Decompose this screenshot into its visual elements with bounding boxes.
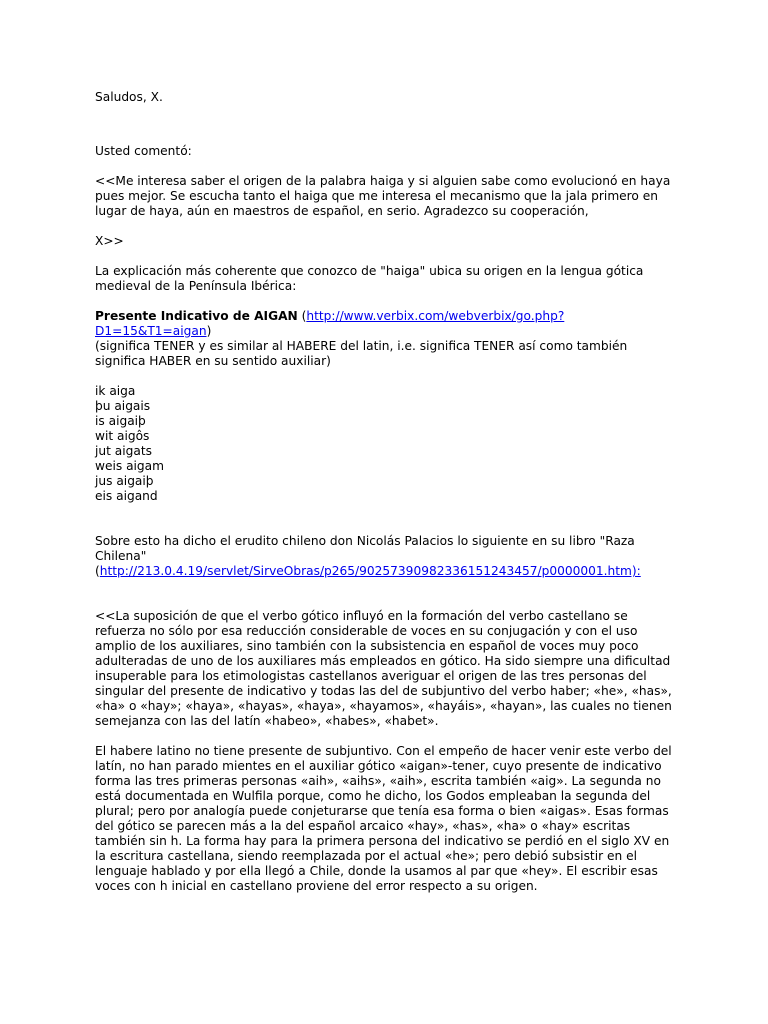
quote-close: X>> — [95, 234, 124, 248]
conjugation-row: is aigaiþ — [95, 414, 146, 428]
quote-paragraph-2: El habere latino no tiene presente de subjuntivo. Con el empeño de hacer venir este verbo del latín, no han parado mientes en el auxiliar gótico «aigan»-tener, cuyo presente de indicativo forma las tres primeras personas «aih», «aihs», «aih», escrita también «aig». La segunda no está documentada en Wulfila porque, como he dicho, los Godos empleaban la segunda del plural; pero por analogía puede conjeturarse que tenía esa forma o bien «aigas». Esas formas del gótico se parecen más a la del español arcaico «hay», «has», «ha» o «hay» escritas también sin h. La forma hay para la primera persona del indicativo se perdió en el siglo XV en la escritura castellana, siendo reemplazada por el actual «he»; pero debió subsistir en el lenguaje hablado y por ella llegó a Chile, donde la usamos al par que «hey». El escribir esas voces con h inicial en castellano proviene del error respecto a su origen. — [95, 744, 672, 893]
conjugation-row: wit aigôs — [95, 429, 150, 443]
conjugation-row: þu aigais — [95, 399, 151, 413]
palacios-intro — [95, 534, 675, 579]
conjugation-title: Presente Indicativo de AIGAN — [95, 309, 298, 323]
conjugation-row: ik aiga — [95, 384, 136, 398]
conjugation-heading — [95, 309, 675, 339]
close-paren: ) — [206, 324, 212, 338]
conjugation-row: jus aigaiþ — [95, 474, 154, 488]
conjugation-row: jut aigats — [95, 444, 152, 458]
conjugation-row: eis aigand — [95, 489, 158, 503]
commented-label: Usted comentó: — [95, 144, 192, 158]
quote-paragraph-1: <<La suposición de que el verbo gótico influyó en la formación del verbo castellano se refuerza no sólo por esa reducción considerable de voces en su conjugación y con el uso amplio de los auxiliares, sino también con la subsistencia en español de voces muy poco adulteradas de uno de los auxiliares más empleados en gótico. Ha sido siempre una dificultad insuperable para los etimologistas castellanos averiguar el origen de las tres personas del singular del presente de indicativo y todas las del de subjuntivo del verbo haber; «he», «has», «ha» o «hay»; «haya», «hayas», «haya», «hayamos», «hayáis», «hayan», las cuales no tienen semejanza con las del latín «habeo», «habes», «habet». — [95, 609, 672, 728]
meaning-paragraph: (significa TENER y es similar al HABERE del latin, i.e. significa TENER así como también significa HABER en su sentido auxiliar) — [95, 339, 628, 368]
quoted-question: <<Me interesa saber el origen de la palabra haiga y si alguien sabe como evolucionó en haya pues mejor. Se escucha tanto el haiga que me interesa el mecanismo que la jala primero en lugar de haya, aún en maestros de español, en serio. Agradezco su cooperación, — [95, 174, 671, 218]
explanation-paragraph: La explicación más coherente que conozco de "haiga" ubica su origen en la lengua gótica medieval de la Península Ibérica: — [95, 264, 644, 293]
palacios-link[interactable]: http://213.0.4.19/servlet/SirveObras/p265/90257390982336151243457/p0000001.htm): — [99, 564, 641, 578]
open-paren: ( — [297, 309, 307, 323]
palacios-intro-text: Sobre esto ha dicho el erudito chileno don Nicolás Palacios lo siguiente en su libro "Raza Chilena" ( — [95, 534, 635, 578]
document-body — [95, 90, 675, 894]
greeting: Saludos, X. — [95, 90, 163, 104]
verbix-link[interactable]: http://www.verbix.com/webverbix/go.php?D1=15&T1=aigan — [95, 309, 565, 338]
conjugation-list — [95, 384, 675, 504]
conjugation-row: weis aigam — [95, 459, 165, 473]
